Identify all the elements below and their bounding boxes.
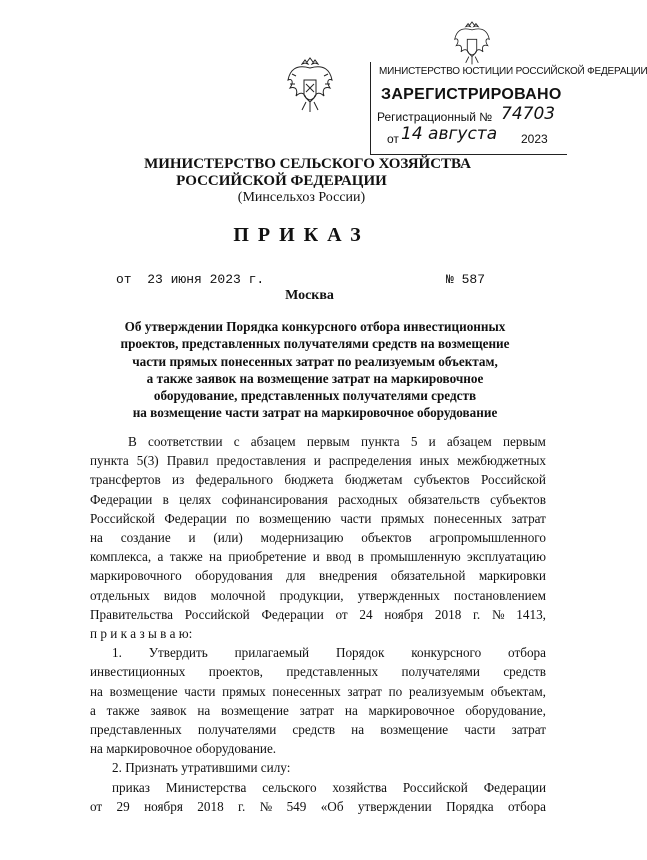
body-line [90,797,546,816]
ministry-name-line2: РОССИЙСКОЙ ФЕДЕРАЦИИ [176,173,387,189]
body-word: субъектов [413,472,470,488]
body-word: ввод [326,549,352,565]
body-word: от [90,798,103,814]
stamp-registration-date [387,124,548,146]
stamp-date-value: 14 августа [401,124,498,144]
body-word: «Об [320,798,344,814]
body-line: п р и к а з ы в а ю: [90,626,193,642]
body-word: прямых [222,683,266,699]
body-word: молочной [210,587,266,603]
body-word: утверждении [357,798,432,814]
body-line [90,547,546,566]
body-word: возмещение [109,683,178,699]
body-word: реализуемым [408,683,484,699]
body-word: части [464,722,496,738]
body-word: трансфертов [90,472,161,488]
body-line [90,490,546,509]
body-word: на [90,683,103,699]
body-word: возмещение [220,702,289,718]
body-word: федерального [195,472,273,488]
body-word: промышленную [370,549,461,565]
body-line [90,566,546,585]
body-word: Российской [480,472,546,488]
body-word: понесенных [433,510,503,526]
stamp-registration-number [377,104,556,124]
body-word: маркировки [478,568,546,584]
body-word: возмещение [380,722,449,738]
body-word: заявок [150,702,187,718]
body-word: оборудование, [465,702,546,718]
body-word: соответствии [147,434,223,449]
body-line [90,778,546,797]
body-line [90,470,546,489]
body-word: прилагаемый [234,645,310,661]
body-word: софинансирования [221,491,328,507]
body-word: обязательств [408,491,480,507]
body-line [90,586,546,605]
body-word: части [340,510,372,526]
body-word: отдельных [90,587,150,603]
body-word: на [344,702,358,718]
order-date: от 23 июня 2023 г. [116,272,265,287]
body-word: ноября [144,798,183,814]
body-word: и [428,434,436,449]
body-word: предоставления [216,453,306,469]
body-word: внедрения [318,568,378,584]
body-word: сельского [262,779,317,795]
body-word: г. [238,798,246,814]
body-word: 2018 [434,606,462,622]
body-word: бюджетам [344,472,403,488]
body-line [90,451,546,470]
body-word: на [351,722,365,738]
body-word: межбюджетных [457,453,546,469]
body-word: Министерства [165,779,247,795]
body-word: Федерации [261,606,324,622]
body-word: объектов [361,530,412,546]
title-line: проектов, представленных получателями средств на возмещение [120,336,510,352]
body-line: 2. Признать утратившими силу: [112,760,291,776]
stamp-ministry-name: МИНИСТЕРСТВО ЮСТИЦИИ РОССИЙСКОЙ ФЕДЕРАЦИИ [379,66,647,77]
body-word: хозяйства [332,779,387,795]
title-line: на возмещение части затрат на маркировочное оборудование [132,405,498,421]
stamp-registered-label: ЗАРЕГИСТРИРОВАНО [381,86,562,103]
body-word: представленных [90,722,182,738]
body-word: средств [292,722,336,738]
body-word: субъектов [490,491,546,507]
body-word: создание [120,530,171,546]
order-date-row [116,272,516,287]
body-word: постановлением [453,587,546,603]
body-word: затрат [347,683,382,699]
body-word: В [128,434,137,449]
body-word: получателями [197,722,277,738]
body-word: Правил [166,453,209,469]
body-line [90,432,546,451]
body-word: распределения [328,453,412,469]
body-line [90,682,546,701]
body-word: из [172,472,185,488]
body-word: видов [163,587,197,603]
body-word: по [236,510,250,526]
order-body-text [90,432,546,816]
stamp-reg-number-value: 74703 [501,104,556,124]
body-word: № [491,606,505,622]
body-word: 5(3) [136,453,159,469]
body-word: маркировочное [368,702,455,718]
body-word: комплекса, [90,549,152,565]
body-word: конкурсного [411,645,482,661]
ministry-name-line1: МИНИСТЕРСТВО СЕЛЬСКОГО ХОЗЯЙСТВА [144,156,471,172]
city-name: Москва [285,288,334,303]
body-word: отбора [507,798,546,814]
body-line [90,662,546,681]
body-word: получателями [401,664,480,680]
body-word: 549 [286,798,307,814]
body-word: и [312,549,320,565]
body-word: утвержденных [357,587,440,603]
body-word: с [233,434,240,449]
body-word: а [90,702,96,718]
registration-stamp [370,62,647,155]
body-word: абзацем [250,434,296,449]
body-word: также [169,549,203,565]
body-word: для [286,568,306,584]
body-word: на [209,549,222,565]
stamp-coat-of-arms-emblem [452,22,492,66]
body-word: по [388,683,403,699]
body-word: (или) [213,530,243,546]
order-number: № 587 [446,272,486,287]
body-word: модернизацию [260,530,344,546]
body-word: Российской [402,779,468,795]
body-word: первым [306,434,350,449]
body-word: понесенных [272,683,341,699]
body-word: части [184,683,216,699]
body-word: отбора [508,645,546,661]
body-word: затрат [511,510,546,526]
body-word: пункта [360,434,400,449]
title-line: части прямых понесенных затрат по реализуемым объектам, [132,353,498,369]
coat-of-arms-emblem [286,58,334,114]
body-word: в [357,549,364,565]
body-word: также [106,702,140,718]
body-word: расходных [338,491,398,507]
body-word: затрат [511,722,546,738]
body-word: в [162,491,169,507]
body-word: возмещению [259,510,331,526]
body-word: 2018 [197,798,224,814]
body-word: объектам, [490,683,546,699]
body-word: г. [473,606,481,622]
body-word: эксплуатацию [467,549,546,565]
body-word: на [197,702,211,718]
body-word: целях [179,491,212,507]
body-word: продукции, [279,587,344,603]
body-word: а [157,549,164,565]
body-word: приобретение [228,549,307,565]
body-word: от [335,606,348,622]
body-word: Правительства [90,606,173,622]
body-word: Утвердить [148,645,208,661]
body-word: Федерации [483,779,546,795]
body-line [90,643,546,662]
body-word: представленных [286,664,379,680]
body-word: бюджета [284,472,334,488]
title-line: оборудование, представленных получателями средств [153,388,477,404]
body-word: первым [502,434,546,449]
body-word: № [259,798,273,814]
body-line [90,605,546,624]
body-word: Федерации [90,491,153,507]
body-word: Российской [90,510,155,526]
body-word: Российской [184,606,250,622]
body-line: на маркировочное оборудование. [90,741,277,757]
body-word: и [313,453,321,469]
stamp-date-year: 2023 [521,132,548,146]
body-word: инвестиционных [90,664,186,680]
body-word: иных [419,453,450,469]
body-word: затрат [299,702,335,718]
stamp-reg-number-label: Регистрационный № [377,110,493,124]
body-word: 1413, [516,606,546,622]
body-word: 24 [359,606,373,622]
body-line [90,509,546,528]
body-word: пункта [90,453,129,469]
body-word: на [90,530,103,546]
body-line [90,528,546,547]
body-word: проектов, [208,664,263,680]
body-word: ноября [384,606,424,622]
body-line [90,701,546,720]
body-word: агропромышленного [429,530,546,546]
title-line: Об утверждении Порядка конкурсного отбора инвестиционных [124,319,506,334]
order-title [100,318,530,422]
ministry-short-name: (Минсельхоз России) [237,190,366,205]
body-word: 29 [116,798,130,814]
body-word: маркировочного [90,568,182,584]
body-word: приказ [112,779,150,795]
body-word: Федерации [164,510,227,526]
body-word: оборудования [195,568,273,584]
body-word: средств [503,664,546,680]
stamp-date-prefix: от [387,132,399,146]
body-word: 1. [112,645,122,661]
body-word: обязательной [390,568,466,584]
body-word: абзацем [446,434,492,449]
body-word: и [188,530,196,546]
body-word: Порядка [446,798,494,814]
body-line [90,720,546,739]
body-word: Порядок [335,645,385,661]
document-type-heading: ПРИКАЗ [233,224,370,246]
body-word: прямых [380,510,425,526]
body-word: 5 [410,434,418,449]
title-line: а также заявок на возмещение затрат на маркировочное [146,370,484,386]
